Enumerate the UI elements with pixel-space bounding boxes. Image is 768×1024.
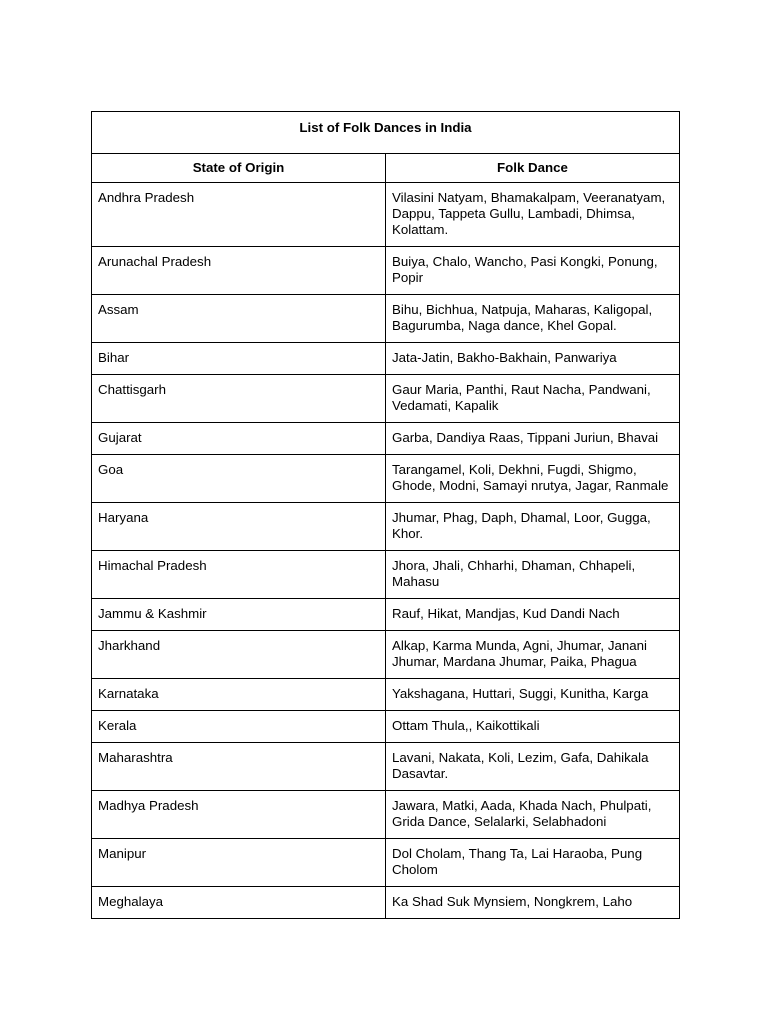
folk-dance-table — [91, 111, 680, 919]
dance-cell: Bihu, Bichhua, Natpuja, Maharas, Kaligopal, Bagurumba, Naga dance, Khel Gopal. — [386, 295, 680, 343]
dance-cell: Vilasini Natyam, Bhamakalpam, Veeranatyam, Dappu, Tappeta Gullu, Lambadi, Dhimsa, Kolattam. — [386, 183, 680, 247]
table-row — [92, 743, 680, 791]
dance-cell: Rauf, Hikat, Mandjas, Kud Dandi Nach — [386, 599, 680, 631]
dance-cell: Ka Shad Suk Mynsiem, Nongkrem, Laho — [386, 887, 680, 919]
state-cell: Maharashtra — [92, 743, 386, 791]
header-state-of-origin: State of Origin — [92, 154, 386, 183]
table-title: List of Folk Dances in India — [92, 112, 680, 154]
state-cell: Manipur — [92, 839, 386, 887]
state-cell: Madhya Pradesh — [92, 791, 386, 839]
table-row — [92, 503, 680, 551]
dance-cell: Buiya, Chalo, Wancho, Pasi Kongki, Ponung, Popir — [386, 247, 680, 295]
state-cell: Arunachal Pradesh — [92, 247, 386, 295]
table-row — [92, 423, 680, 455]
table-row — [92, 183, 680, 247]
table-row — [92, 887, 680, 919]
table-title-row — [92, 112, 680, 154]
header-folk-dance: Folk Dance — [386, 154, 680, 183]
table-row — [92, 839, 680, 887]
dance-cell: Jhumar, Phag, Daph, Dhamal, Loor, Gugga, Khor. — [386, 503, 680, 551]
dance-cell: Gaur Maria, Panthi, Raut Nacha, Pandwani, Vedamati, Kapalik — [386, 375, 680, 423]
dance-cell: Lavani, Nakata, Koli, Lezim, Gafa, Dahikala Dasavtar. — [386, 743, 680, 791]
table-row — [92, 631, 680, 679]
dance-cell: Yakshagana, Huttari, Suggi, Kunitha, Karga — [386, 679, 680, 711]
dance-cell: Jhora, Jhali, Chharhi, Dhaman, Chhapeli, Mahasu — [386, 551, 680, 599]
state-cell: Meghalaya — [92, 887, 386, 919]
table-row — [92, 551, 680, 599]
dance-cell: Alkap, Karma Munda, Agni, Jhumar, Janani Jhumar, Mardana Jhumar, Paika, Phagua — [386, 631, 680, 679]
table-row — [92, 679, 680, 711]
dance-cell: Garba, Dandiya Raas, Tippani Juriun, Bhavai — [386, 423, 680, 455]
state-cell: Chattisgarh — [92, 375, 386, 423]
state-cell: Gujarat — [92, 423, 386, 455]
dance-cell: Jata-Jatin, Bakho-Bakhain, Panwariya — [386, 343, 680, 375]
state-cell: Andhra Pradesh — [92, 183, 386, 247]
state-cell: Haryana — [92, 503, 386, 551]
table-row — [92, 791, 680, 839]
state-cell: Bihar — [92, 343, 386, 375]
dance-cell: Ottam Thula,, Kaikottikali — [386, 711, 680, 743]
state-cell: Himachal Pradesh — [92, 551, 386, 599]
table-row — [92, 711, 680, 743]
table-body — [92, 183, 680, 919]
state-cell: Kerala — [92, 711, 386, 743]
table-row — [92, 455, 680, 503]
table-row — [92, 247, 680, 295]
table-row — [92, 375, 680, 423]
state-cell: Jharkhand — [92, 631, 386, 679]
state-cell: Assam — [92, 295, 386, 343]
dance-cell: Tarangamel, Koli, Dekhni, Fugdi, Shigmo, Ghode, Modni, Samayi nrutya, Jagar, Ranmale — [386, 455, 680, 503]
state-cell: Jammu & Kashmir — [92, 599, 386, 631]
table-header-row — [92, 154, 680, 183]
dance-cell: Dol Cholam, Thang Ta, Lai Haraoba, Pung Cholom — [386, 839, 680, 887]
table-row — [92, 343, 680, 375]
dance-cell: Jawara, Matki, Aada, Khada Nach, Phulpati, Grida Dance, Selalarki, Selabhadoni — [386, 791, 680, 839]
state-cell: Karnataka — [92, 679, 386, 711]
table-row — [92, 599, 680, 631]
state-cell: Goa — [92, 455, 386, 503]
table-row — [92, 295, 680, 343]
